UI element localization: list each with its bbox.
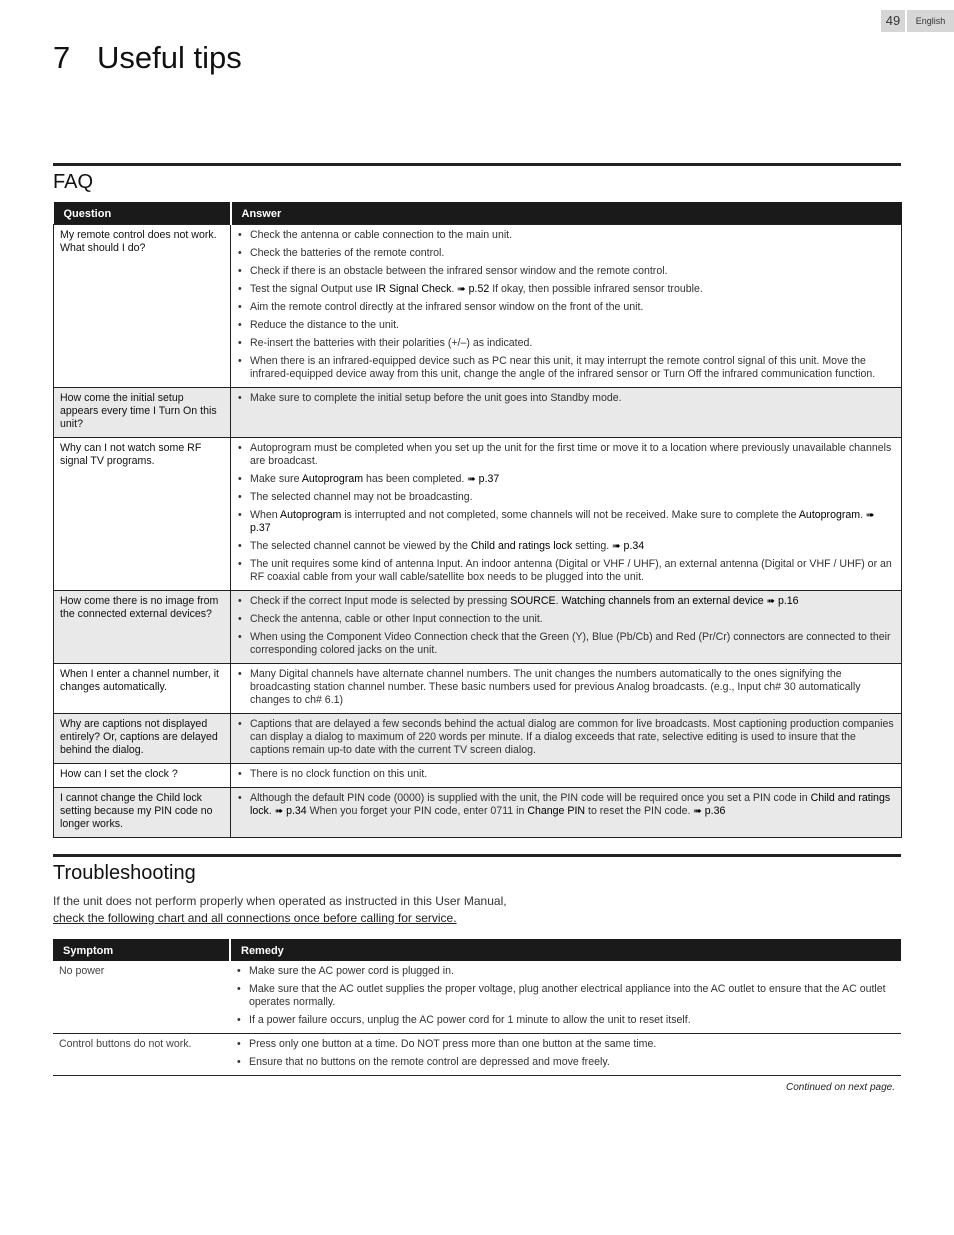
bullet-item: • Aim the remote control directly at the infrared sensor window on the front of the unit. [250,301,895,314]
troubleshooting-table [53,939,901,1076]
faq-answers [231,388,902,438]
troubleshooting-section [53,854,901,1093]
bullet-list [237,392,895,405]
troubleshooting-intro [53,893,901,927]
bullet-item: • The selected channel cannot be viewed by the Child and ratings lock setting. ➠ p.34 [250,540,895,553]
symptom-column-header: Symptom [53,939,230,961]
emphasis-text: Autoprogram [798,509,861,521]
section-divider [53,854,901,857]
bullet-item: • Ensure that no buttons on the remote control are depressed and move freely. [249,1056,895,1069]
faq-question: Why are captions not displayed entirely? Or, captions are delayed behind the dialog. [54,714,231,764]
bullet-list [237,768,895,781]
bullet-item: • If a power failure occurs, unplug the AC power cord for 1 minute to allow the unit to reset itself. [249,1014,895,1027]
emphasis-text: Change PIN [527,805,586,817]
faq-row [54,764,902,788]
bullet-item: • Autoprogram must be completed when you set up the unit for the first time or move it to a location where previously unavailable channels are broadcast. [250,442,895,468]
arrow-right-icon: ➠ [766,596,775,607]
chapter-title: Useful tips [97,40,242,75]
emphasis-text: p.16 [777,595,799,607]
bullet-item: • Check the batteries of the remote control. [250,247,895,260]
faq-answers [231,438,902,591]
bullet-list [237,668,895,707]
faq-row [54,388,902,438]
bullet-list [237,229,895,381]
troubleshooting-row [53,961,901,1034]
faq-answers [231,664,902,714]
faq-answers [231,591,902,664]
bullet-item: • There is no clock function on this unit. [250,768,895,781]
faq-title: FAQ [53,171,94,193]
intro-line: If the unit does not perform properly when operated as instructed in this User Manual, [53,894,507,908]
bullet-item: • Check the antenna or cable connection to the main unit. [250,229,895,242]
bullet-item: • Reduce the distance to the unit. [250,319,895,332]
bullet-item: • The unit requires some kind of antenna Input. An indoor antenna (Digital or VHF / UHF), an external antenna (Digital or VHF / UHF) or an RF coaxial cable from your wall cable/satellite box needs to be plugged into the unit. [250,558,895,584]
faq-row [54,714,902,764]
bullet-item: • The selected channel may not be broadcasting. [250,491,895,504]
emphasis-text: p.36 [704,805,726,817]
bullet-item: • Check the antenna, cable or other Input connection to the unit. [250,613,895,626]
arrow-right-icon: ➠ [274,806,284,817]
faq-header-row [54,202,902,225]
troubleshooting-remedies [230,961,901,1034]
arrow-right-icon: ➠ [457,284,466,295]
bullet-item: • Check if there is an obstacle between the infrared sensor window and the remote control. [250,265,895,278]
faq-row [54,788,902,838]
faq-question: My remote control does not work. What should I do? [54,225,231,388]
faq-table [53,202,902,838]
faq-row [54,225,902,388]
emphasis-text: SOURCE [510,595,556,607]
troubleshooting-row [53,1034,901,1076]
faq-question: Why can I not watch some RF signal TV programs. [54,438,231,591]
chapter-number: 7 [53,40,71,75]
emphasis-text: p.34 [286,805,307,817]
faq-question: How can I set the clock ? [54,764,231,788]
answer-column-header: Answer [231,202,902,225]
faq-question: When I enter a channel number, it changes automatically. [54,664,231,714]
faq-answers [231,225,902,388]
emphasis-text: IR Signal Check [375,283,452,295]
emphasis-text: p.37 [250,522,271,534]
continued-note: Continued on next page. [786,1082,895,1093]
faq-question: I cannot change the Child lock setting because my PIN code no longer works. [54,788,231,838]
emphasis-text: Autoprogram [280,509,342,521]
bullet-list [237,792,895,818]
emphasis-text: Child and ratings lock [470,540,573,552]
bullet-list [236,1038,895,1069]
bullet-item: • Make sure that the AC outlet supplies the proper voltage, plug another electrical appliance into the AC outlet to ensure that the AC outlet operates normally. [249,983,895,1009]
bullet-list [236,965,895,1027]
bullet-item: • Make sure Autoprogram has been completed. ➠ p.37 [250,473,895,486]
bullet-item: • Check if the correct Input mode is selected by pressing SOURCE. Watching channels from an external device ➠ p.16 [250,595,895,608]
troubleshooting-remedies [230,1034,901,1076]
bullet-item: • When Autoprogram is interrupted and not completed, some channels will not be received. Make sure to complete the Autoprogram. ➠ p.37 [250,509,895,535]
emphasis-text: Autoprogram [301,473,364,485]
bullet-list [237,595,895,657]
faq-answers [231,764,902,788]
troubleshooting-symptom: No power [53,961,230,1034]
bullet-item: • When there is an infrared-equipped device such as PC near this unit, it may interrupt the remote control signal of this unit. Move the infrared-equipped device away from this unit, change the angle of the infrared sensor or Turn Off the infrared communication function. [250,355,895,381]
bullet-item: • Many Digital channels have alternate channel numbers. The unit changes the numbers automatically to the ones signifying the broadcasting station channel number. These basic numbers used for previous Analog broadcasts. (e.g., Input ch# 30 automatically changes to ch# 6.1) [250,668,895,707]
emphasis-text: p.52 [468,283,490,295]
bullet-item: • Test the signal Output use IR Signal Check. ➠ p.52 If okay, then possible infrared sensor trouble. [250,283,895,296]
faq-question: How come the initial setup appears every time I Turn On this unit? [54,388,231,438]
question-column-header: Question [54,202,231,225]
arrow-right-icon: ➠ [467,474,476,485]
chapter-heading [53,40,242,76]
troubleshooting-header-row [53,939,901,961]
troubleshooting-symptom: Control buttons do not work. [53,1034,230,1076]
bullet-item: • Press only one button at a time. Do NOT press more than one button at the same time. [249,1038,895,1051]
remedy-column-header: Remedy [230,939,901,961]
emphasis-text: Watching channels from an external device [561,595,764,607]
faq-row [54,591,902,664]
faq-row [54,438,902,591]
arrow-right-icon: ➠ [693,806,702,817]
section-divider [53,163,901,166]
faq-answers [231,788,902,838]
bullet-item: • Although the default PIN code (0000) is supplied with the unit, the PIN code will be required once you set a PIN code in Child and ratings lock. ➠ p.34 When you forget your PIN code, enter 0711 in Change PIN to reset the PIN code. ➠ p.36 [250,792,895,818]
troubleshooting-title: Troubleshooting [53,862,196,884]
bullet-item: • When using the Component Video Connection check that the Green (Y), Blue (Pb/Cb) and Red (Pr/Cr) connectors are connected to their corresponding colored jacks on the unit. [250,631,895,657]
faq-row [54,664,902,714]
bullet-item: • Captions that are delayed a few seconds behind the actual dialog are common for live broadcasts. Most captioning production companies can display a dialog to maximum of 220 words per minute. If a dialog exceeds that rate, selective editing is used to insure that the captions remain up-to date with the current TV screen dialog. [250,718,895,757]
arrow-right-icon: ➠ [612,541,621,552]
arrow-right-icon: ➠ [866,510,875,521]
bullet-item: • Make sure the AC power cord is plugged in. [249,965,895,978]
emphasis-text: p.37 [478,473,500,485]
emphasis-text: p.34 [623,540,645,552]
faq-question: How come there is no image from the connected external devices? [54,591,231,664]
language-label: English [907,10,954,32]
bullet-item: • Re-insert the batteries with their polarities (+/–) as indicated. [250,337,895,350]
bullet-list [237,442,895,584]
faq-section [53,163,901,838]
bullet-item: • Make sure to complete the initial setup before the unit goes into Standby mode. [250,392,895,405]
emphasis-text: Child and ratings lock [250,792,891,817]
bullet-list [237,718,895,757]
faq-answers [231,714,902,764]
intro-underlined-line: check the following chart and all connections once before calling for service. [53,911,457,925]
page-number: 49 [881,10,905,32]
